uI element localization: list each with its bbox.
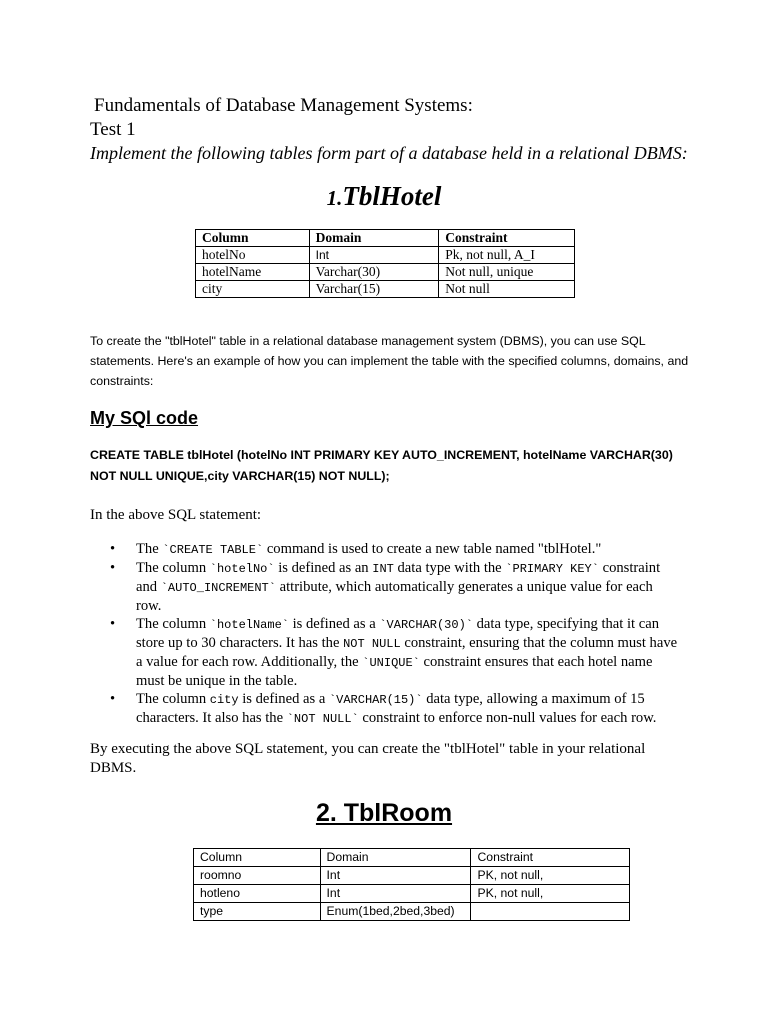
text-span: constraint to enforce non-null values for each row. — [358, 710, 657, 726]
table-cell: Int — [320, 885, 471, 903]
text-span: constraint and — [136, 560, 661, 595]
table-header-row — [196, 230, 575, 247]
table-row — [194, 867, 630, 885]
table-row — [194, 903, 630, 921]
table-cell: Int — [320, 867, 471, 885]
description-paragraph: To create the "tblHotel" table in a relational database management system (DBMS), you can use SQL statements. Here's an example of how you can implement the table with the specified columns, domains, and constraints: — [90, 334, 689, 388]
above-statement-text: In the above SQL statement: — [90, 507, 262, 523]
table-cell: city — [196, 281, 310, 298]
text-span: is defined as a — [238, 691, 329, 707]
code-span: `CREATE TABLE` — [162, 543, 264, 557]
code-span: INT — [372, 562, 394, 576]
explanation-list — [110, 540, 680, 728]
code-span: `hotelNo` — [209, 562, 275, 576]
table-row — [196, 281, 575, 298]
sql-code: CREATE TABLE tblHotel (hotelNo INT PRIMARY KEY AUTO_INCREMENT, hotelName VARCHAR(30) NOT NULL UNIQUE,city VARCHAR(15) NOT NULL); — [90, 448, 673, 483]
code-span: `AUTO_INCREMENT` — [160, 581, 276, 595]
intro-text: Implement the following tables form part of a database held in a relational DBMS: — [90, 143, 688, 163]
code-span: city — [209, 693, 239, 707]
table-header-row — [194, 849, 630, 867]
table-cell: Pk, not null, A_I — [439, 247, 575, 264]
test-label: Test 1 — [90, 119, 136, 140]
header-cell: Column — [194, 849, 321, 867]
table-cell: Int — [309, 247, 439, 264]
text-span: attribute, which automatically generates a unique value for each row. — [136, 579, 653, 614]
document-title: Fundamentals of Database Management Systems: — [94, 95, 473, 116]
list-item — [110, 559, 680, 615]
table-cell: Not null, unique — [439, 264, 575, 281]
bullet-icon: • — [110, 560, 116, 576]
code-span: `NOT NULL` — [286, 712, 359, 726]
section1-name: TblHotel — [342, 181, 442, 211]
text-span: The column — [136, 691, 210, 707]
text-span: data type with the — [393, 560, 506, 576]
hotel-table — [195, 229, 575, 298]
code-span: `PRIMARY KEY` — [505, 562, 599, 576]
list-item — [110, 615, 680, 690]
table-row — [196, 247, 575, 264]
code-span: `VARCHAR(30)` — [379, 618, 473, 632]
text-span: The — [136, 541, 163, 557]
code-span: `UNIQUE` — [362, 656, 420, 670]
text-span: is defined as an — [274, 560, 373, 576]
table-cell: Varchar(15) — [309, 281, 439, 298]
table-cell: hotelNo — [196, 247, 310, 264]
text-span: The column — [136, 616, 210, 632]
text-span: The column — [136, 560, 210, 576]
table-cell: PK, not null, — [471, 867, 630, 885]
bullet-icon: • — [110, 691, 116, 707]
text-span: constraint, ensuring that the column must have a value for each row. Additionally, the — [136, 635, 678, 670]
table-cell: type — [194, 903, 321, 921]
section1-number: 1. — [326, 186, 343, 210]
table-cell — [471, 903, 630, 921]
list-item — [110, 540, 680, 559]
sql-code-heading: My SQl code — [90, 408, 199, 428]
table-cell: Not null — [439, 281, 575, 298]
header-cell: Domain — [320, 849, 471, 867]
code-span: `hotelName` — [209, 618, 289, 632]
section2-heading: 2. TblRoom — [315, 799, 453, 827]
table-cell: hotelName — [196, 264, 310, 281]
table-cell: Enum(1bed,2bed,3bed) — [320, 903, 471, 921]
bullet-icon: • — [110, 616, 116, 632]
code-span: `VARCHAR(15)` — [328, 693, 423, 707]
table-cell: Varchar(30) — [309, 264, 439, 281]
room-table — [193, 848, 630, 921]
table-row — [194, 885, 630, 903]
table-row — [196, 264, 575, 281]
conclusion-paragraph: By executing the above SQL statement, you can create the "tblHotel" table in your relational DBMS. — [90, 741, 646, 776]
table-cell: PK, not null, — [471, 885, 630, 903]
bullet-icon: • — [110, 541, 116, 557]
text-span: data type, allowing a maximum of 15 characters. It also has the — [136, 691, 645, 726]
header-cell: Constraint — [439, 230, 575, 247]
text-span: command is used to create a new table named "tblHotel." — [263, 541, 602, 557]
text-span: constraint ensures that each hotel name must be unique in the table. — [136, 654, 653, 689]
section1-heading — [0, 176, 768, 218]
text-span: is defined as a — [288, 616, 380, 632]
text-span: data type, specifying that it can store up to 30 characters. It has the — [136, 616, 659, 651]
header-cell: Constraint — [471, 849, 630, 867]
list-item — [110, 690, 680, 728]
table-cell: roomno — [194, 867, 321, 885]
code-span: NOT NULL — [343, 637, 401, 651]
header-cell: Domain — [309, 230, 439, 247]
table-cell: hotleno — [194, 885, 321, 903]
header-cell: Column — [196, 230, 310, 247]
